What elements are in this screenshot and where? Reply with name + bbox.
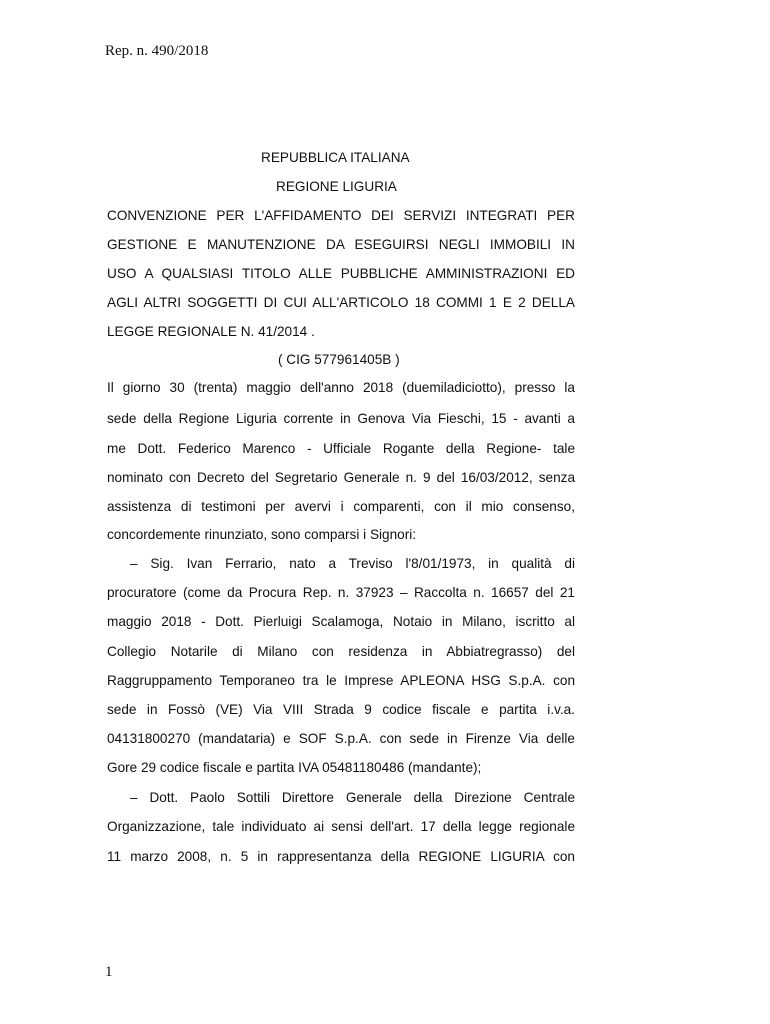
body-line: nominato con Decreto del Segretario Generale n. 9 del 16/03/2012, senza <box>107 470 575 485</box>
body-line: concordemente rinunziato, sono comparsi i Signori: <box>107 527 417 542</box>
repertorio-number: Rep. n. 490/2018 <box>105 43 209 59</box>
body-line: maggio 2018 - Dott. Pierluigi Scalamoga, Notaio in Milano, iscritto al <box>107 614 575 629</box>
page-number: 1 <box>105 964 113 980</box>
body-line: sede della Regione Liguria corrente in Genova Via Fieschi, 15 - avanti a <box>107 411 575 426</box>
body-line: Il giorno 30 (trenta) maggio dell'anno 2018 (duemiladiciotto), presso la <box>107 380 575 395</box>
heading-line: USO A QUALSIASI TITOLO ALLE PUBBLICHE AMMINISTRAZIONI ED <box>107 266 575 281</box>
body-line: procuratore (come da Procura Rep. n. 37923 – Raccolta n. 16657 del 21 <box>107 585 575 600</box>
body-line: Gore 29 codice fiscale e partita IVA 05481180486 (mandante); <box>107 760 482 775</box>
title-regione: REGIONE LIGURIA <box>276 179 397 194</box>
body-line: 04131800270 (mandataria) e SOF S.p.A. con sede in Firenze Via delle <box>107 731 575 746</box>
cig-code: ( CIG 577961405B ) <box>278 352 400 367</box>
body-line: sede in Fossò (VE) Via VIII Strada 9 codice fiscale e partita i.v.a. <box>107 702 575 717</box>
heading-line: AGLI ALTRI SOGGETTI DI CUI ALL'ARTICOLO 18 COMMI 1 E 2 DELLA <box>107 295 575 310</box>
list-item-sottili: – Dott. Paolo Sottili Direttore Generale della Direzione Centrale <box>130 790 575 805</box>
body-line: me Dott. Federico Marenco - Ufficiale Rogante della Regione- tale <box>107 441 575 456</box>
heading-line: LEGGE REGIONALE N. 41/2014 . <box>107 324 315 339</box>
body-line: assistenza di testimoni per avervi i comparenti, con il mio consenso, <box>107 499 575 514</box>
title-repubblica: REPUBBLICA ITALIANA <box>261 150 410 165</box>
body-line: Raggruppamento Temporaneo tra le Imprese APLEONA HSG S.p.A. con <box>107 673 575 688</box>
body-line: Collegio Notarile di Milano con residenza in Abbiatregrasso) del <box>107 644 575 659</box>
body-line: Organizzazione, tale individuato ai sensi dell'art. 17 della legge regionale <box>107 819 575 834</box>
body-line: 11 marzo 2008, n. 5 in rappresentanza della REGIONE LIGURIA con <box>107 849 575 864</box>
heading-line: CONVENZIONE PER L'AFFIDAMENTO DEI SERVIZI INTEGRATI PER <box>107 208 575 223</box>
heading-line: GESTIONE E MANUTENZIONE DA ESEGUIRSI NEGLI IMMOBILI IN <box>107 237 575 252</box>
list-item-ferrario: – Sig. Ivan Ferrario, nato a Treviso l'8/01/1973, in qualità di <box>130 556 575 571</box>
